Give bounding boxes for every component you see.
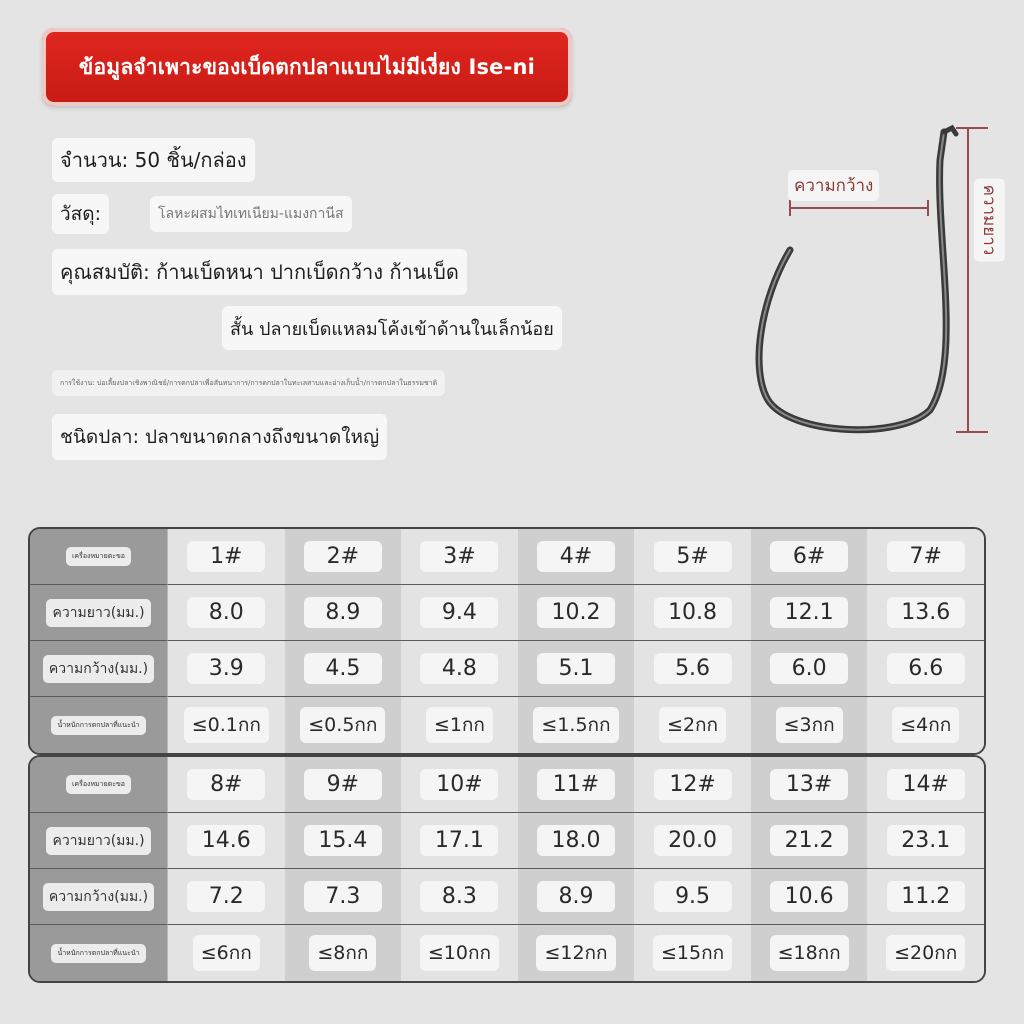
row-label-text: ความกว้าง(มม.) xyxy=(43,883,154,911)
table-cell xyxy=(401,813,518,869)
length-value: 15.4 xyxy=(304,825,382,856)
width-value: 8.3 xyxy=(420,881,498,912)
size-value: 9# xyxy=(304,769,382,800)
table-cell xyxy=(751,757,868,813)
spec-table-1 xyxy=(28,527,986,755)
table-cell xyxy=(634,813,751,869)
size-value: 12# xyxy=(654,769,732,800)
length-value: 13.6 xyxy=(887,597,965,628)
size-value: 13# xyxy=(770,769,848,800)
size-value: 2# xyxy=(304,541,382,572)
length-value: 8.9 xyxy=(304,597,382,628)
weight-value: ≤18กก xyxy=(770,935,849,971)
table-cell xyxy=(168,585,285,641)
weight-value: ≤2กก xyxy=(659,707,726,743)
row-label-width xyxy=(30,641,168,697)
table-cell xyxy=(168,641,285,697)
spec-material-value: โลหะผสมไทเทเนียม-แมงกานีส xyxy=(150,196,352,232)
table-cell xyxy=(634,529,751,585)
table-cell xyxy=(867,925,984,981)
table-cell xyxy=(401,757,518,813)
weight-value: ≤10กก xyxy=(420,935,499,971)
row-label-text: ความยาว(มม.) xyxy=(46,827,150,855)
table-cell xyxy=(285,925,402,981)
table-cell xyxy=(168,813,285,869)
width-value: 9.5 xyxy=(654,881,732,912)
row-label-text: ความยาว(มม.) xyxy=(46,599,150,627)
table-cell xyxy=(867,869,984,925)
table-cell xyxy=(751,585,868,641)
table-cell xyxy=(401,925,518,981)
weight-value: ≤0.5กก xyxy=(300,707,385,743)
row-label-size xyxy=(30,757,168,813)
table-cell xyxy=(401,585,518,641)
row-label-text: น้ำหนักการตกปลาที่แนะนำ xyxy=(51,716,145,735)
size-value: 5# xyxy=(654,541,732,572)
length-value: 21.2 xyxy=(770,825,848,856)
spec-material-label: วัสดุ: xyxy=(52,194,109,234)
table-cell xyxy=(751,697,868,753)
table-cell xyxy=(518,529,635,585)
table-cell xyxy=(285,529,402,585)
table-cell xyxy=(867,697,984,753)
length-value: 17.1 xyxy=(420,825,498,856)
table-cell xyxy=(401,697,518,753)
length-value: 8.0 xyxy=(187,597,265,628)
table-cell xyxy=(634,641,751,697)
table-cell xyxy=(401,869,518,925)
width-value: 3.9 xyxy=(187,653,265,684)
width-value: 6.6 xyxy=(887,653,965,684)
size-value: 4# xyxy=(537,541,615,572)
weight-value: ≤0.1กก xyxy=(184,707,269,743)
row-label-length xyxy=(30,813,168,869)
table-cell xyxy=(867,585,984,641)
table-cell xyxy=(168,869,285,925)
row-label-size xyxy=(30,529,168,585)
length-value: 12.1 xyxy=(770,597,848,628)
table-cell xyxy=(285,585,402,641)
length-value: 23.1 xyxy=(887,825,965,856)
weight-value: ≤15กก xyxy=(653,935,732,971)
length-label: ความยาว xyxy=(974,179,1005,262)
table-cell xyxy=(751,641,868,697)
table-cell xyxy=(518,641,635,697)
title-text: ข้อมูลจำเพาะของเบ็ดตกปลาแบบไม่มีเงี่ยง Ise-ni xyxy=(78,54,536,79)
weight-value: ≤6กก xyxy=(193,935,260,971)
table-cell xyxy=(518,869,635,925)
table-cell xyxy=(634,869,751,925)
table-cell xyxy=(634,925,751,981)
table-cell xyxy=(867,757,984,813)
length-value: 14.6 xyxy=(187,825,265,856)
spec-quantity: จำนวน: 50 ชิ้น/กล่อง xyxy=(52,138,255,182)
table-cell xyxy=(285,641,402,697)
table-cell xyxy=(634,585,751,641)
table-cell xyxy=(168,925,285,981)
size-value: 6# xyxy=(770,541,848,572)
title-banner xyxy=(42,28,572,106)
size-value: 7# xyxy=(887,541,965,572)
row-label-weight xyxy=(30,925,168,981)
length-value: 10.2 xyxy=(537,597,615,628)
table-cell xyxy=(518,585,635,641)
table-cell xyxy=(285,813,402,869)
size-value: 10# xyxy=(420,769,498,800)
width-value: 7.2 xyxy=(187,881,265,912)
table-cell xyxy=(168,529,285,585)
length-value: 9.4 xyxy=(420,597,498,628)
table-cell xyxy=(867,529,984,585)
table-cell xyxy=(401,641,518,697)
weight-value: ≤12กก xyxy=(536,935,615,971)
width-value: 4.8 xyxy=(420,653,498,684)
width-value: 7.3 xyxy=(304,881,382,912)
row-label-text: เครื่องหมายตะขอ xyxy=(66,775,131,794)
width-value: 6.0 xyxy=(770,653,848,684)
size-value: 1# xyxy=(187,541,265,572)
width-label: ความกว้าง xyxy=(788,170,879,201)
width-value: 5.1 xyxy=(537,653,615,684)
row-label-text: เครื่องหมายตะขอ xyxy=(66,547,131,566)
table-cell xyxy=(401,529,518,585)
table-cell xyxy=(285,757,402,813)
row-label-text: ความกว้าง(มม.) xyxy=(43,655,154,683)
width-value: 5.6 xyxy=(654,653,732,684)
row-label-weight xyxy=(30,697,168,753)
table-cell xyxy=(285,869,402,925)
size-value: 8# xyxy=(187,769,265,800)
hook-diagram xyxy=(730,120,1020,450)
length-value: 18.0 xyxy=(537,825,615,856)
spec-table-2 xyxy=(28,755,986,983)
table-cell xyxy=(751,813,868,869)
weight-value: ≤20กก xyxy=(886,935,965,971)
table-cell xyxy=(168,697,285,753)
spec-properties-line1: คุณสมบัติ: ก้านเบ็ดหนา ปากเบ็ดกว้าง ก้านเบ็ด xyxy=(52,249,467,295)
spec-properties-line2: สั้น ปลายเบ็ดแหลมโค้งเข้าด้านในเล็กน้อย xyxy=(222,306,562,350)
width-value: 8.9 xyxy=(537,881,615,912)
spec-fish-type: ชนิดปลา: ปลาขนาดกลางถึงขนาดใหญ่ xyxy=(52,414,387,460)
table-cell xyxy=(518,757,635,813)
weight-value: ≤1.5กก xyxy=(533,707,618,743)
width-value: 4.5 xyxy=(304,653,382,684)
table-cell xyxy=(867,813,984,869)
weight-value: ≤3กก xyxy=(776,707,843,743)
row-label-width xyxy=(30,869,168,925)
table-cell xyxy=(518,813,635,869)
table-cell xyxy=(751,529,868,585)
table-cell xyxy=(634,757,751,813)
size-value: 3# xyxy=(420,541,498,572)
table-cell xyxy=(518,925,635,981)
table-cell xyxy=(634,697,751,753)
length-value: 20.0 xyxy=(654,825,732,856)
weight-value: ≤4กก xyxy=(892,707,959,743)
size-value: 11# xyxy=(537,769,615,800)
size-value: 14# xyxy=(887,769,965,800)
width-value: 10.6 xyxy=(770,881,848,912)
table-cell xyxy=(168,757,285,813)
table-cell xyxy=(751,925,868,981)
table-cell xyxy=(867,641,984,697)
weight-value: ≤1กก xyxy=(426,707,493,743)
row-label-length xyxy=(30,585,168,641)
table-cell xyxy=(751,869,868,925)
length-value: 10.8 xyxy=(654,597,732,628)
table-cell xyxy=(285,697,402,753)
weight-value: ≤8กก xyxy=(309,935,376,971)
table-cell xyxy=(518,697,635,753)
spec-usage: การใช้งาน: บ่อเลี้ยงปลาเชิงพาณิชย์/การตกปลาเพื่อสันทนาการ/การตกปลาในทะเลสาบและอ่างเก็บน้ำ/การตกปลาในธรรมชาติ xyxy=(52,370,445,396)
row-label-text: น้ำหนักการตกปลาที่แนะนำ xyxy=(51,944,145,963)
width-value: 11.2 xyxy=(887,881,965,912)
